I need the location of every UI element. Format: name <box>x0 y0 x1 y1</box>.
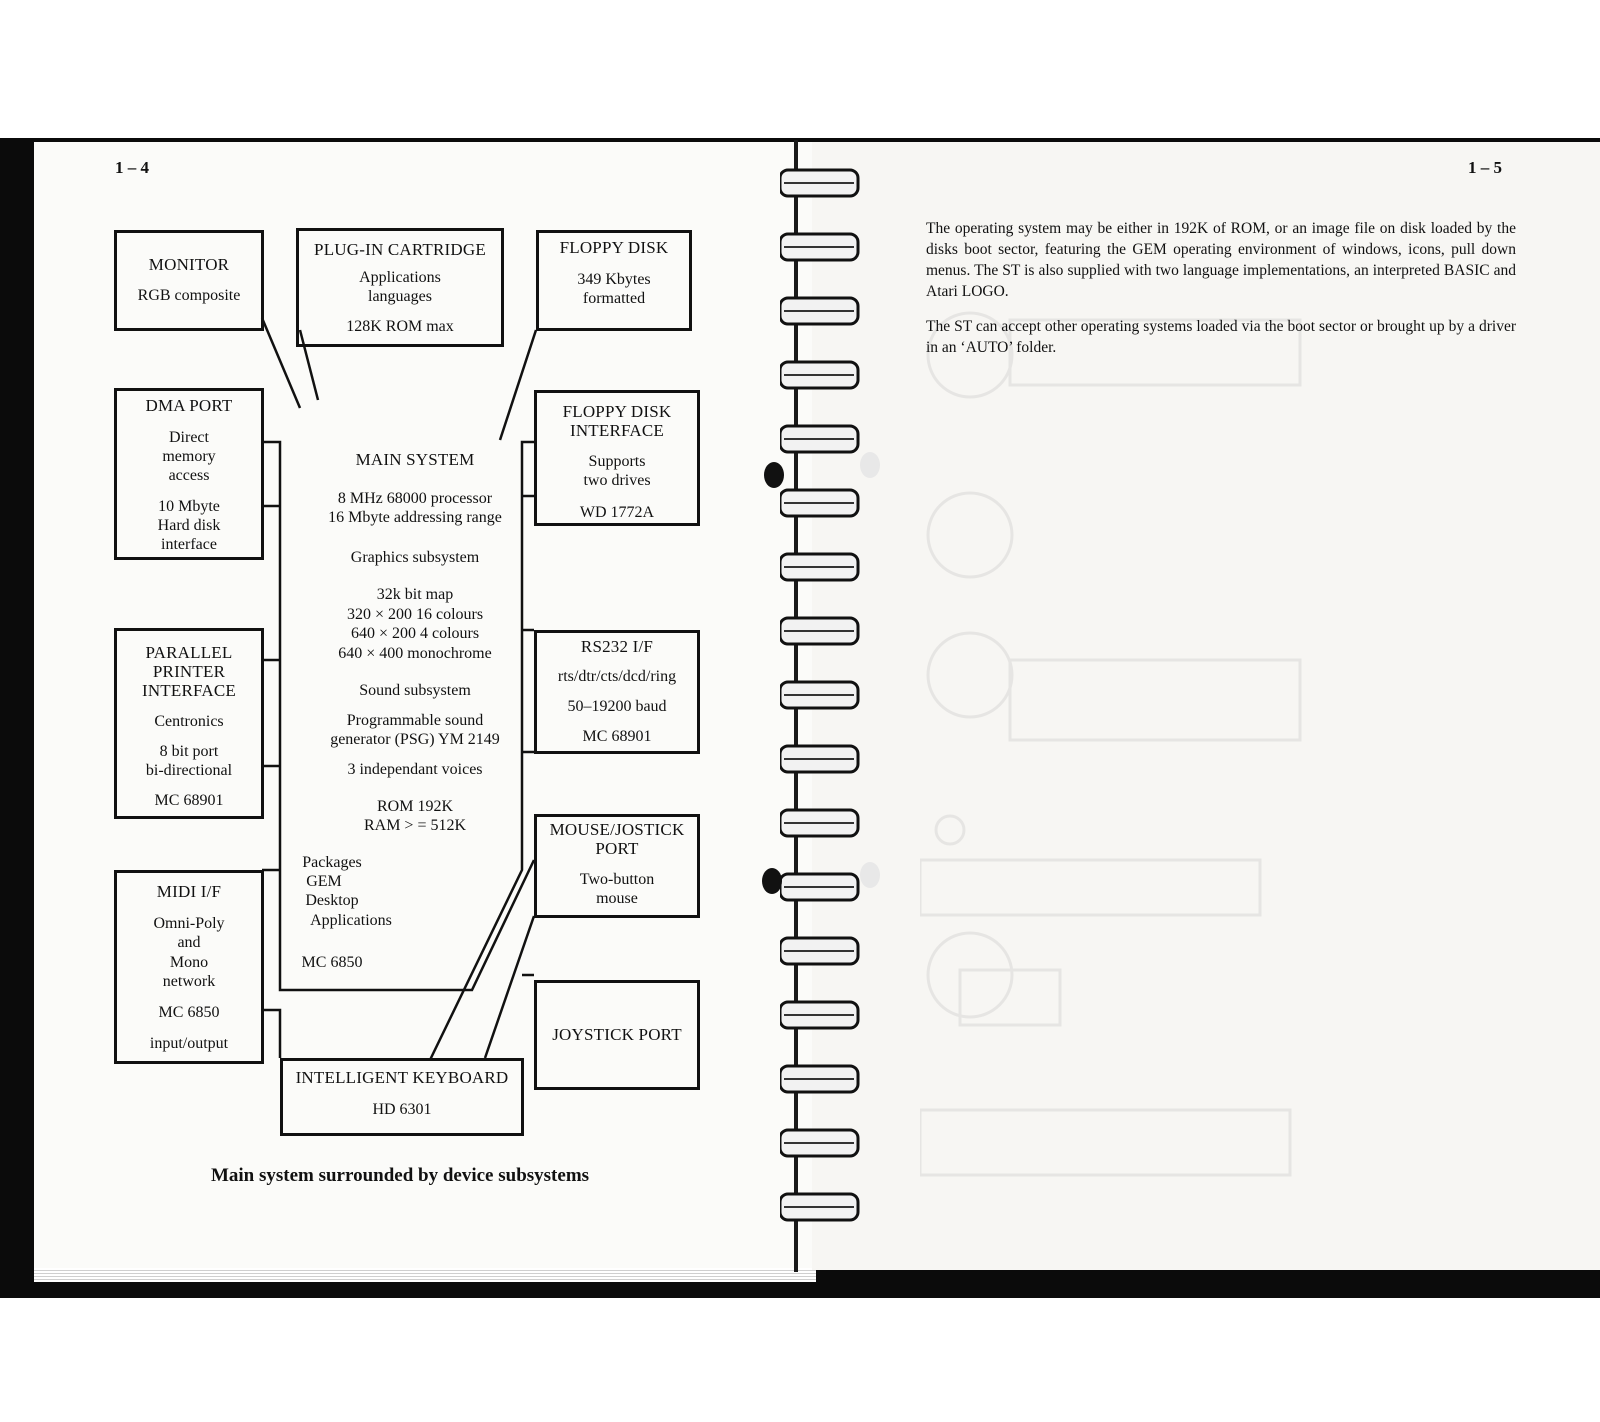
paragraph-2: The ST can accept other operating systems loaded via the boot sector or brought up by a driver in an ‘AUTO’ folder. <box>926 318 1516 356</box>
main-system-line: 16 Mbyte addressing range <box>328 509 502 526</box>
monitor-line: RGB composite <box>137 287 241 304</box>
main-system-packages: GEM <box>306 873 342 890</box>
rs232-line: MC 68901 <box>582 728 652 745</box>
main-system-title: MAIN SYSTEM <box>355 450 475 469</box>
page-number-right: 1 – 5 <box>1468 158 1502 177</box>
rs232-title: RS232 I/F <box>580 637 654 656</box>
main-system-line: 32k bit map <box>376 586 454 603</box>
midi-line: Omni-Poly <box>153 915 225 932</box>
paragraph-1: The operating system may be either in 192K of ROM, or an image file on disk loaded by the disks boot sector, featuring the GEM operating environment of windows, icons, pull down menus. The ST is also supplied with two language implementations, an interpreted BASIC and Atari LOGO. <box>926 220 1516 300</box>
keyboard-title: INTELLIGENT KEYBOARD <box>295 1068 509 1087</box>
dma-port-title: DMA PORT <box>145 396 233 415</box>
floppy-interface-line: WD 1772A <box>579 504 655 521</box>
floppy-interface-line: two drives <box>583 472 651 489</box>
joystick-port-title: JOYSTICK PORT <box>552 1025 682 1044</box>
keyboard-line: HD 6301 <box>372 1101 432 1118</box>
rs232-line: rts/dtr/cts/dcd/ring <box>557 668 677 685</box>
midi-line: MC 6850 <box>158 1004 220 1021</box>
monitor-box <box>114 230 264 331</box>
rs232-line: 50–19200 baud <box>567 698 667 715</box>
mouse-port-line: Two-button <box>579 871 655 888</box>
monitor-title: MONITOR <box>148 255 230 274</box>
main-system-packages: Applications <box>310 912 392 929</box>
parallel-title: INTERFACE <box>141 681 237 700</box>
main-system-packages: Packages <box>302 854 362 871</box>
diagram-caption: Main system surrounded by device subsystems <box>210 1165 590 1186</box>
floppy-interface-title: FLOPPY DISK <box>562 402 672 421</box>
cartridge-title: PLUG-IN CARTRIDGE <box>314 240 486 259</box>
dma-port-line: 10 Mbyte <box>158 498 220 515</box>
parallel-line: MC 68901 <box>154 792 224 809</box>
main-system-line: Graphics subsystem <box>350 549 480 566</box>
main-system-line: Sound subsystem <box>359 682 471 699</box>
dma-port-line: Hard disk <box>157 517 221 534</box>
floppy-disk-line: formatted <box>582 290 646 307</box>
parallel-line: Centronics <box>154 713 224 730</box>
midi-line: input/output <box>149 1035 229 1052</box>
parallel-line: 8 bit port <box>159 743 219 760</box>
mouse-port-title: PORT <box>595 839 639 858</box>
dma-port-line: Direct <box>169 429 209 446</box>
cartridge-line: 128K ROM max <box>346 318 454 335</box>
main-system-line: RAM > = 512K <box>363 817 467 834</box>
mouse-port-line: mouse <box>596 890 638 907</box>
main-system-line: generator (PSG) YM 2149 <box>330 731 500 748</box>
parallel-line: bi-directional <box>145 762 233 779</box>
main-system-packages: Desktop <box>305 892 359 909</box>
main-system-line: 320 × 200 16 colours <box>346 606 484 623</box>
dma-port-line: memory <box>162 448 216 465</box>
floppy-disk-title: FLOPPY DISK <box>559 238 669 257</box>
parallel-title: PRINTER <box>152 662 226 681</box>
main-system-line: Programmable sound <box>346 712 484 729</box>
main-system-line: ROM 192K <box>376 798 453 815</box>
midi-line: network <box>162 973 216 990</box>
main-system-packages: MC 6850 <box>301 954 363 971</box>
dma-port-line: access <box>168 467 210 484</box>
main-system-line: 640 × 200 4 colours <box>350 625 480 642</box>
midi-line: Mono <box>169 954 209 971</box>
main-system-line: 8 MHz 68000 processor <box>337 490 493 507</box>
page-number-left: 1 – 4 <box>115 158 149 177</box>
floppy-interface-title: INTERFACE <box>569 421 665 440</box>
parallel-title: PARALLEL <box>145 643 233 662</box>
cartridge-line: languages <box>368 288 432 305</box>
dma-port-line: interface <box>161 536 217 553</box>
midi-line: and <box>177 934 201 951</box>
main-system-line: 3 independant voices <box>347 761 483 778</box>
mouse-port-title: MOUSE/JOSTICK <box>549 820 685 839</box>
cartridge-line: Applications <box>359 269 441 286</box>
midi-title: MIDI I/F <box>156 882 222 901</box>
main-system-line: 640 × 400 monochrome <box>338 645 492 662</box>
floppy-disk-line: 349 Kbytes <box>577 271 651 288</box>
floppy-interface-line: Supports <box>588 453 646 470</box>
